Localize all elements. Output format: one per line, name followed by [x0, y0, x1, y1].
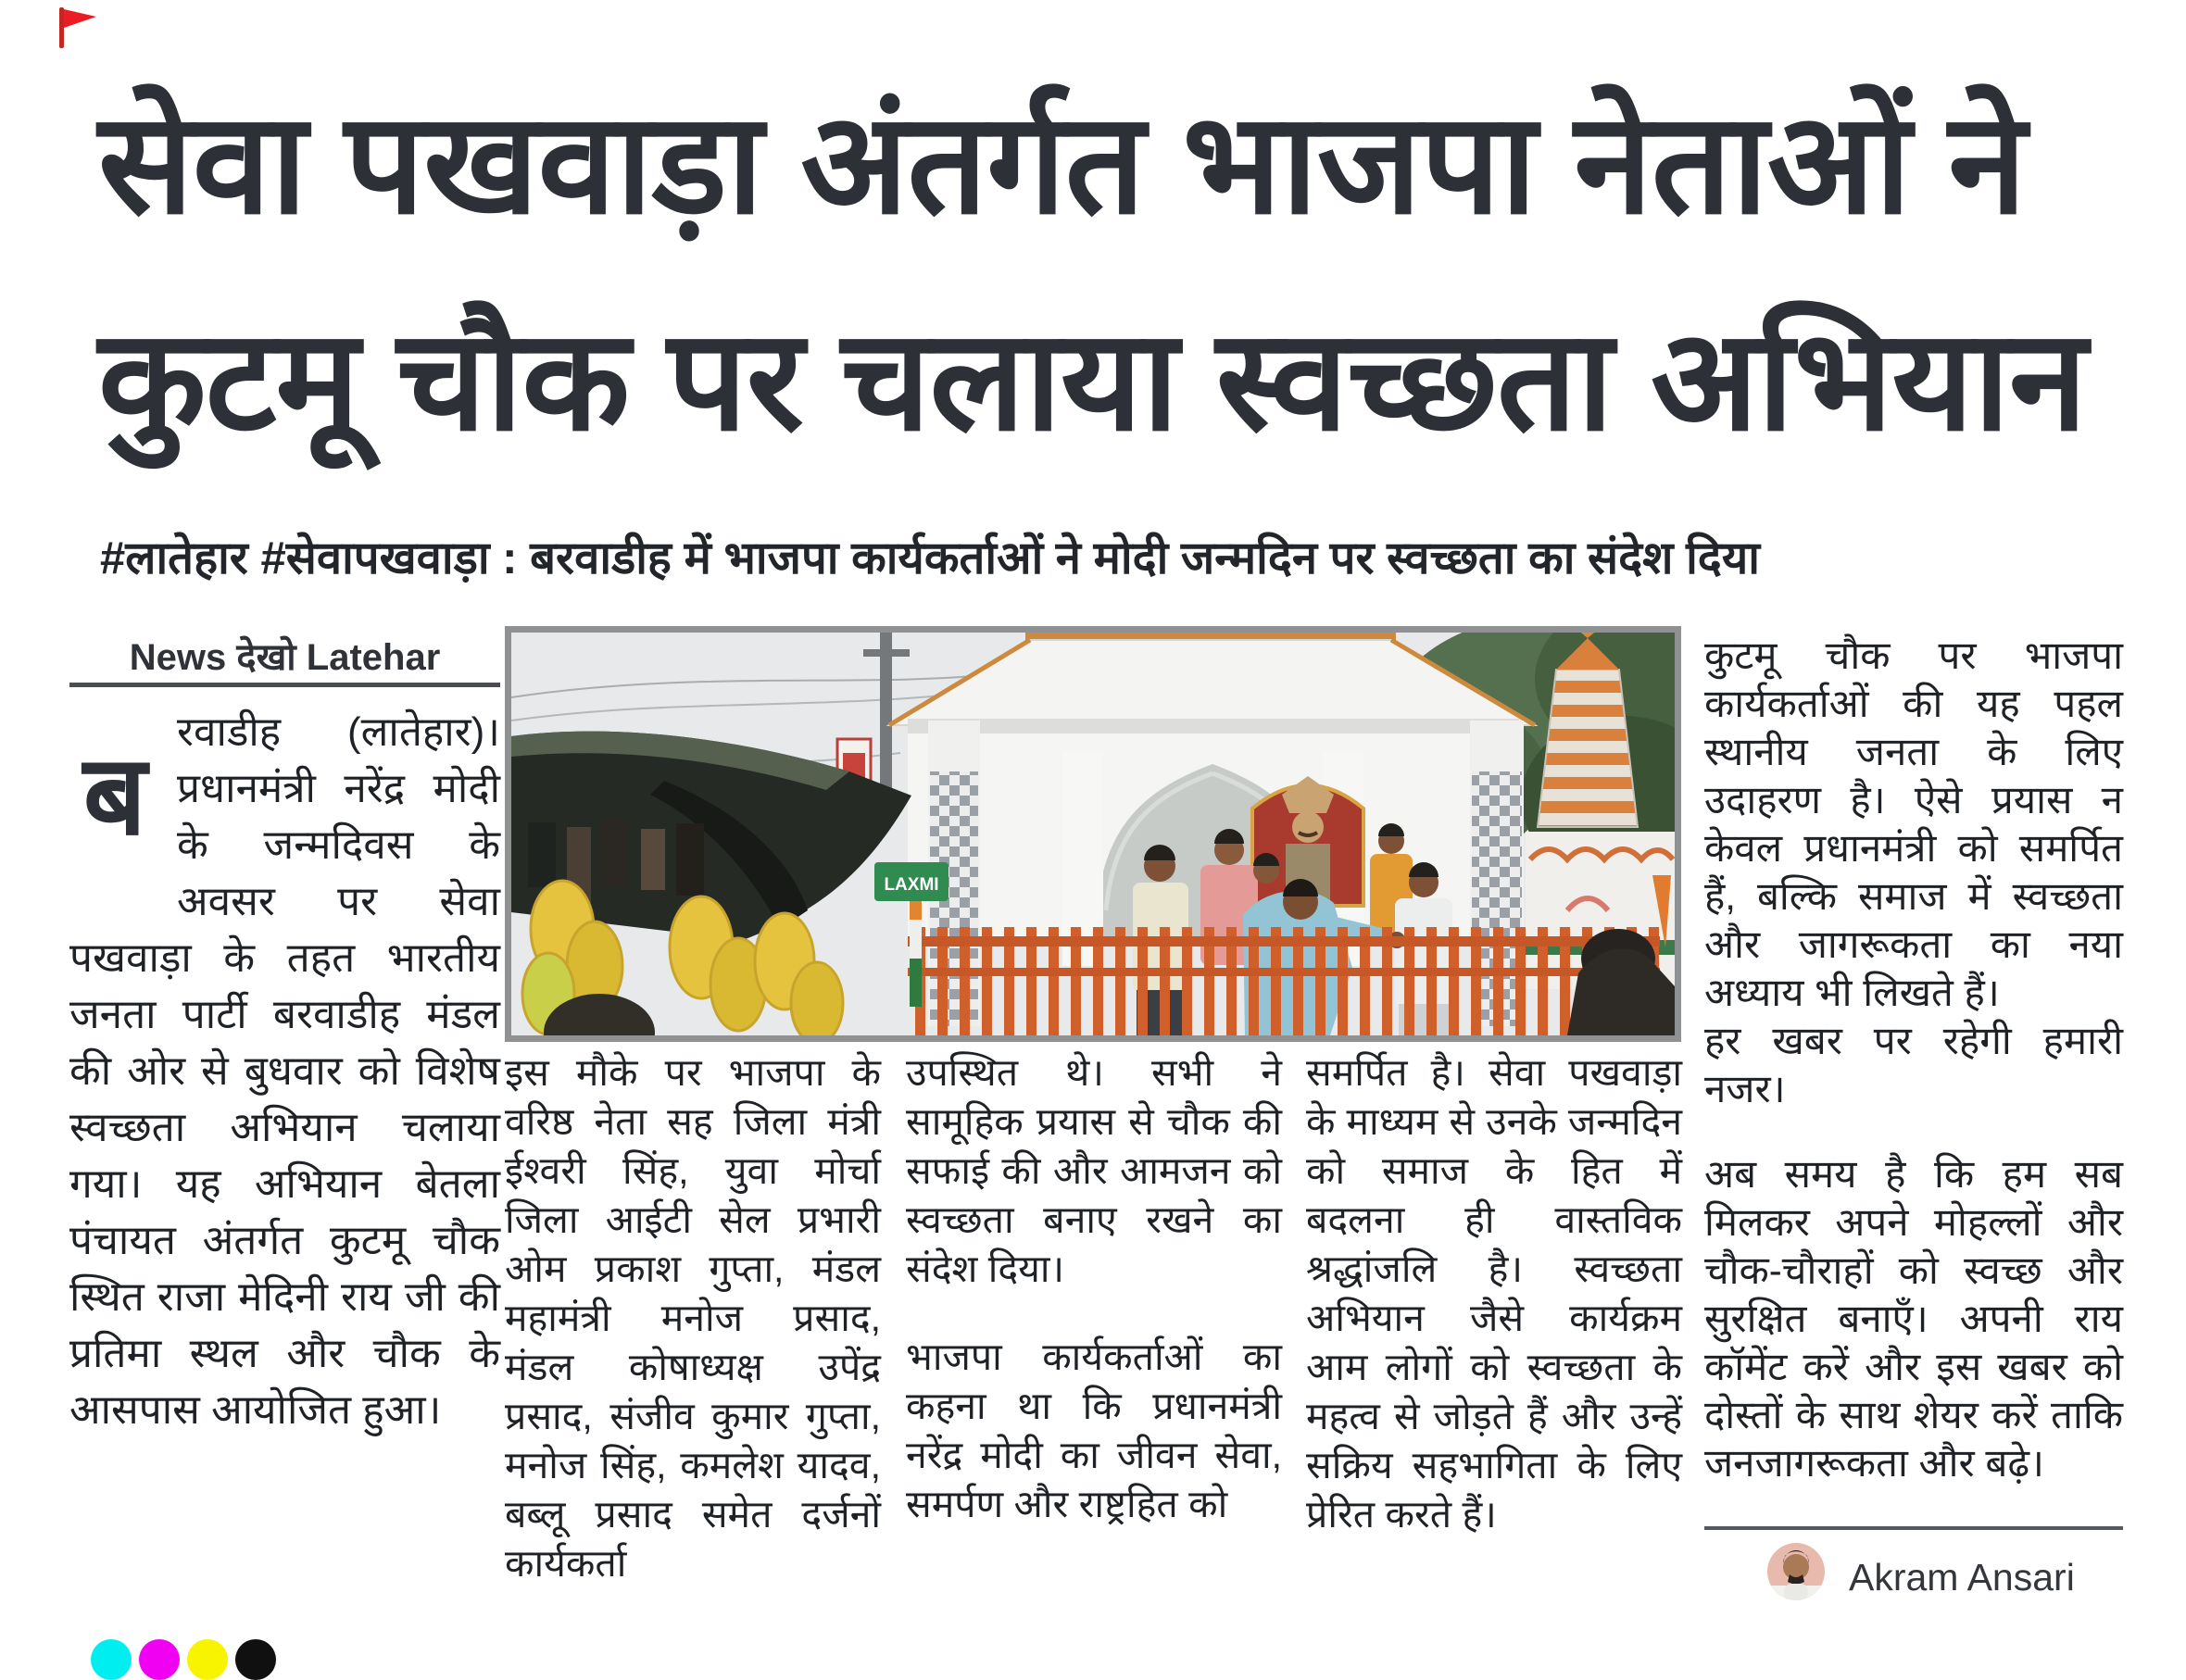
- print-mark-cyan: [91, 1639, 132, 1680]
- print-mark-yellow: [187, 1639, 228, 1680]
- lead-paragraph-text: रवाडीह (लातेहार)। प्रधानमंत्री नरेंद्र मोदी के जन्मदिवस के अवसर पर सेवा पखवाड़ा के तहत भारतीय जनता पार्टी बरवाडीह मंडल की ओर से बुधवार को विशेष स्वच्छता अभियान चलाया गया। यह अभियान बेतला पंचायत अंतर्गत कुटमू चौक स्थित राजा मेदिनी राय जी की प्रतिमा स्थल और चौक के आसपास आयोजित हुआ।: [69, 709, 500, 1433]
- article-photo: [505, 626, 1681, 1042]
- right-column: [1704, 632, 2123, 1502]
- author-avatar: [1767, 1543, 1825, 1600]
- subheadline: #लातेहार #सेवापखवाड़ा : बरवाडीह में भाजपा कार्यकर्ताओं ने मोदी जन्मदिन पर स्वच्छता का संदेश दिया: [100, 533, 1760, 583]
- lead-paragraph: [69, 704, 500, 1438]
- right-column-paragraph-3: अब समय है कि हम सब मिलकर अपने मोहल्लों और चौक-चौराहों को स्वच्छ और सुरक्षित बनाएँ। अपनी राय कॉमेंट करें और इस खबर को दोस्तों के साथ शेयर करें ताकि जनजागरूकता और बढ़े।: [1704, 1152, 2123, 1485]
- byline-news-dekho-latehar: News देखो Latehar: [129, 637, 441, 678]
- right-column-paragraph-1: कुटमू चौक पर भाजपा कार्यकर्ताओं की यह पहल स्थानीय जनता के लिए उदाहरण है। ऐसे प्रयास न केवल प्रधानमंत्री को समर्पित हैं, बल्कि समाज में स्वच्छता और जागरूकता का नया अध्याय भी लिखते हैं।: [1704, 633, 2123, 1014]
- byline-rule: [69, 683, 500, 687]
- bottom-column-3: [1306, 1048, 1682, 1586]
- footer-rule: [1704, 1526, 2123, 1530]
- bottom-column-1-text: इस मौके पर भाजपा के वरिष्ठ नेता सह जिला मंत्री ईश्वरी सिंह, युवा मोर्चा जिला आईटी सेल प्रभारी ओम प्रकाश गुप्ता, मंडल महामंत्री मनोज प्रसाद, मंडल कोषाध्यक्ष उपेंद्र प्रसाद, संजीव कुमार गुप्ता, मनोज सिंह, कमलेश यादव, बब्लू प्रसाद समेत दर्जनों कार्यकर्ता: [505, 1051, 881, 1585]
- headline-line2: कुटमू चौक पर चलाया स्वच्छता अभियान: [98, 302, 2087, 459]
- left-column: [69, 704, 500, 1433]
- red-flag-icon: [54, 6, 100, 50]
- drop-cap: ब: [82, 733, 147, 858]
- author-name: Akram Ansari: [1849, 1556, 2075, 1599]
- bottom-column-3-text: समर्पित है। सेवा पखवाड़ा के माध्यम से उनके जन्मदिन को समाज के हित में बदलना ही वास्तविक श्रद्धांजलि है। स्वच्छता अभियान जैसे कार्यक्रम आम लोगों को स्वच्छता के महत्व से जोड़ते हैं और उन्हें सक्रिय सहभागिता के लिए प्रेरित करते हैं।: [1306, 1051, 1682, 1536]
- photo-fence: [908, 927, 1660, 1035]
- bottom-column-2-paragraph-1: उपस्थित थे। सभी ने सामूहिक प्रयास से चौक की सफाई की और आमजन को स्वच्छता बनाए रखने का संदेश दिया।: [906, 1051, 1282, 1290]
- print-mark-black: [235, 1639, 276, 1680]
- right-column-paragraph-2: हर खबर पर रहेगी हमारी नजर।: [1704, 1019, 2123, 1110]
- bottom-column-2-paragraph-2: भाजपा कार्यकर्ताओं का कहना था कि प्रधानमंत्री नरेंद्र मोदी का जीवन सेवा, समर्पण और राष्ट्रहित को: [906, 1335, 1282, 1525]
- bottom-column-2: [906, 1048, 1282, 1586]
- bottom-column-1: [505, 1048, 881, 1586]
- print-mark-magenta: [139, 1639, 180, 1680]
- photo-sign-text: LAXMI: [884, 875, 939, 895]
- headline-line1: सेवा पखवाड़ा अंतर्गत भाजपा नेताओं ने: [98, 85, 2026, 243]
